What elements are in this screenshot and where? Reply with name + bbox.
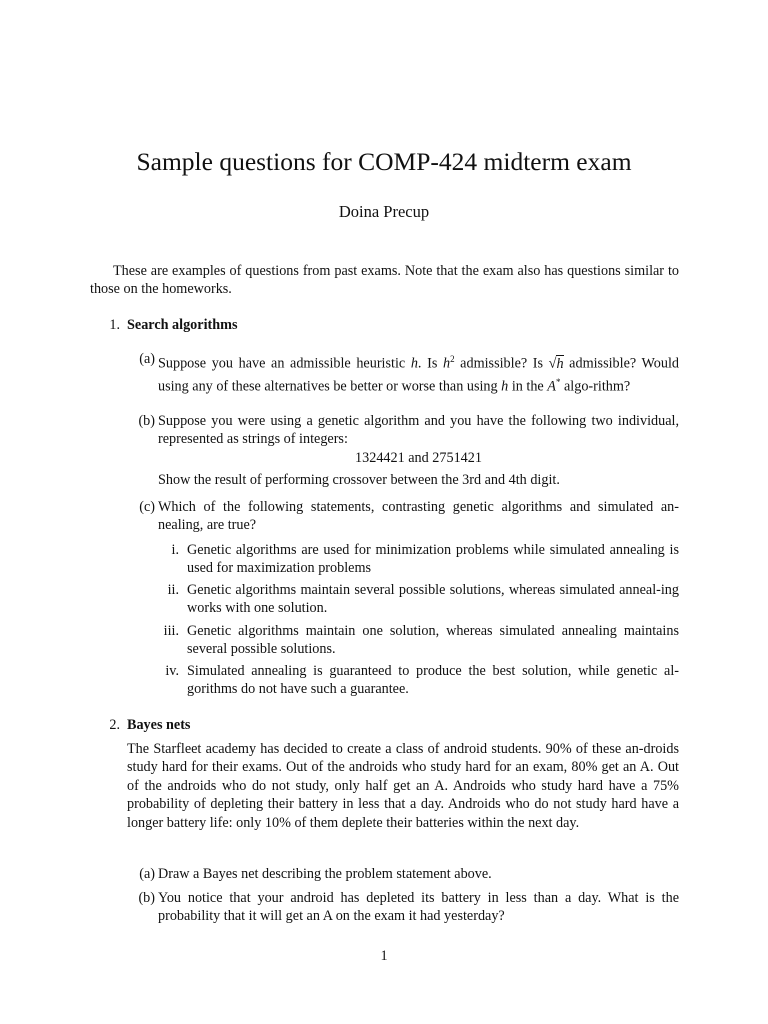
- option-text: Simulated annealing is guaranteed to produce the best solution, while genetic al-gorithms do not have such a guarantee.: [187, 663, 679, 698]
- option-text: Genetic algorithms are used for minimization problems while simulated annealing is used for maximization problems: [187, 542, 679, 577]
- question-label: (a): [139, 866, 155, 882]
- option-label: i.: [171, 542, 179, 558]
- question-text: Draw a Bayes net describing the problem statement above.: [158, 866, 492, 882]
- math-variable: h: [442, 355, 451, 372]
- option-text: Genetic algorithms maintain several possible solutions, whereas simulated anneal-ing works with one solution.: [187, 582, 679, 617]
- math-variable: h: [410, 355, 418, 372]
- problem-statement: The Starfleet academy has decided to create a class of android students. 90% of these an-droids study hard for their exams. Out of the androids who study hard for an exam, 80% get an A. Out of the androids who do not study, only half get an A. Androids who study hard have a 75% probability of depleting their battery in less that a day. Androids who do not study hard have a longer battery life: only 10% of them deplete their batteries within the next day.: [127, 741, 679, 831]
- text-segment: admissible? Would using any of these alternatives be better or worse than using: [158, 355, 680, 395]
- document-title: Sample questions for COMP-424 midterm exam: [136, 147, 632, 176]
- math-exponent: 2: [450, 354, 455, 364]
- math-variable: A: [547, 378, 556, 395]
- section-number: 1.: [109, 317, 120, 333]
- math-variable: h: [556, 355, 564, 372]
- section-title: Bayes nets: [127, 717, 191, 733]
- question-text: Show the result of performing crossover between the 3rd and 4th digit.: [158, 472, 560, 488]
- section-number: 2.: [109, 717, 120, 733]
- math-variable: h: [501, 378, 509, 395]
- sqrt-symbol: √: [548, 355, 557, 372]
- question-label: (b): [138, 413, 155, 429]
- option-text: Genetic algorithms maintain one solution, whereas simulated annealing maintains several possible solutions.: [187, 623, 679, 658]
- question-label: (a): [139, 351, 155, 367]
- text-segment: admissible? Is: [454, 355, 549, 372]
- question-label: (b): [138, 890, 155, 906]
- option-label: iii.: [163, 623, 179, 639]
- text-segment: in the: [508, 378, 548, 395]
- integer-strings: 1324421 and 2751421: [355, 450, 482, 466]
- page-number: 1: [380, 948, 388, 964]
- question-label: (c): [139, 499, 155, 515]
- text-segment: algo-rithm?: [560, 378, 631, 395]
- question-text: Which of the following statements, contrasting genetic algorithms and simulated an-nealing, are true?: [158, 499, 679, 534]
- text-segment: Suppose you have an admissible heuristic: [158, 355, 411, 372]
- question-text: You notice that your android has depleted its battery in less than a day. What is the probability that it will get an A on the exam it had yesterday?: [158, 890, 679, 925]
- question-text: [158, 350, 679, 396]
- document-author: Doina Precup: [338, 202, 430, 221]
- math-exponent: *: [555, 377, 561, 388]
- intro-paragraph: These are examples of questions from past exams. Note that the exam also has questions similar to those on the homeworks.: [90, 263, 679, 298]
- question-text: Suppose you were using a genetic algorithm and you have the following two individual, represented as strings of integers:: [158, 413, 679, 448]
- text-segment: . Is: [417, 355, 443, 372]
- section-title: Search algorithms: [127, 317, 238, 333]
- option-label: iv.: [165, 663, 179, 679]
- option-label: ii.: [167, 582, 179, 598]
